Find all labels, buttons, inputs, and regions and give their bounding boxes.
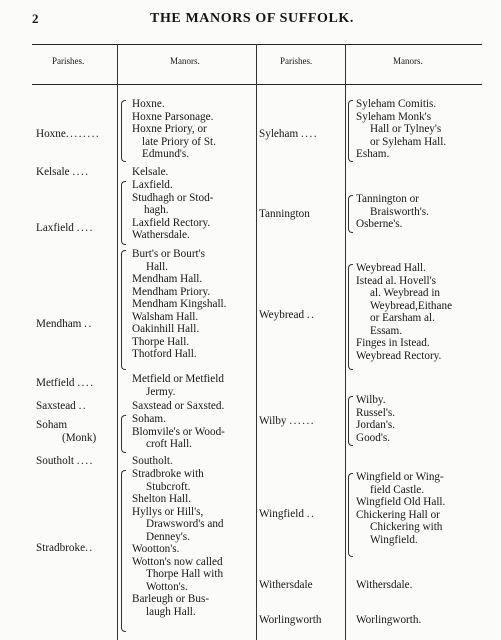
header-manors-left: Manors.	[170, 56, 200, 66]
brace-mendham	[121, 250, 126, 370]
manors-wingfield: Wingfield or Wing- field Castle. Wingfield Old Hall. Chickering Hall or Chickering with Wingfield.	[356, 471, 446, 546]
parish-mendham: Mendham ..	[36, 318, 93, 330]
header-parishes-right: Parishes.	[280, 56, 313, 66]
brace-weybread	[348, 264, 353, 370]
manors-soham: Soham. Blomvile's or Wood- croft Hall.	[132, 413, 225, 450]
brace-stradbroke	[121, 470, 126, 632]
parish-weybread: Weybread ..	[259, 309, 316, 321]
manor-worlingworth: Worlingworth.	[356, 614, 422, 626]
parish-syleham: Syleham ....	[259, 128, 319, 140]
manors-hoxne: Hoxne. Hoxne Parsonage. Hoxne Priory, or late Priory of St. Edmund's.	[132, 98, 216, 160]
page-number: 2	[32, 11, 39, 26]
parish-wilby: Wilby ......	[259, 415, 316, 427]
manors-kelsale: Kelsale.	[132, 166, 169, 178]
page-title: THE MANORS OF SUFFOLK.	[150, 11, 355, 26]
table-top-rule	[32, 44, 482, 45]
parish-laxfield: Laxfield ....	[36, 222, 94, 234]
manors-mendham: Burt's or Bourt's Hall. Mendham Hall. Mendham Priory. Mendham Kingshall. Walsham Hall. Oakinhill Hall. Thorpe Hall. Thotford Hall.	[132, 248, 227, 360]
manors-tannington: Tannington or Braisworth's. Osberne's.	[356, 193, 429, 230]
column-rule-2	[256, 44, 257, 640]
brace-syleham	[348, 100, 353, 162]
manors-weybread: Weybread Hall. Istead al. Hovell's al. Weybread in Weybread,Eithane or Earsham al. Essam. Finges in Istead. Weybread Rectory.	[356, 262, 453, 362]
brace-laxfield	[121, 181, 126, 245]
manors-syleham: Syleham Comitis. Syleham Monk's Hall or Tylney's or Syleham Hall. Esham.	[356, 98, 447, 160]
column-rule-3	[345, 44, 346, 640]
header-bottom-rule	[32, 84, 482, 85]
brace-hoxne	[121, 100, 126, 162]
parish-soham: Soham (Monk)	[36, 419, 97, 444]
header-manors-right: Manors.	[393, 56, 423, 66]
parish-metfield: Metfield ....	[36, 377, 95, 389]
parish-wingfield: Wingfield ..	[259, 508, 316, 520]
parish-tannington: Tannington	[259, 208, 310, 220]
brace-tannington	[348, 195, 353, 233]
brace-wingfield	[348, 473, 353, 557]
manors-metfield: Metfield or Metfield Jermy.	[132, 373, 224, 398]
parish-worlingworth: Worlingworth	[259, 614, 322, 626]
manors-saxstead: Saxstead or Saxsted.	[132, 400, 225, 412]
brace-soham	[121, 415, 126, 453]
parish-southolt: Southolt ....	[36, 455, 94, 467]
manors-wilby: Wilby. Russel's. Jordan's. Good's.	[356, 394, 396, 444]
manors-laxfield: Laxfield. Studhagh or Stod- hagh. Laxfield Rectory. Wathersdale.	[132, 179, 214, 241]
brace-wilby	[348, 396, 353, 446]
parish-withersdale: Withersdale	[259, 579, 313, 591]
manor-withersdale: Withersdale.	[356, 579, 413, 591]
header-parishes-left: Parishes.	[52, 56, 85, 66]
column-rule-1	[117, 44, 118, 640]
manors-southolt: Southolt.	[132, 455, 173, 467]
parish-kelsale: Kelsale ....	[36, 166, 90, 178]
parish-saxstead: Saxstead ..	[36, 400, 88, 412]
parish-hoxne: Hoxne........	[36, 128, 101, 140]
manors-stradbroke: Stradbroke with Stubcroft. Shelton Hall. Hyllys or Hill's, Drawsword's and Denney's. Wootton's. Wotton's now called Thorpe Hall with Wotton's. Barleugh or Bus- laugh Hall.	[132, 468, 224, 618]
parish-stradbroke: Stradbroke..	[36, 542, 94, 554]
